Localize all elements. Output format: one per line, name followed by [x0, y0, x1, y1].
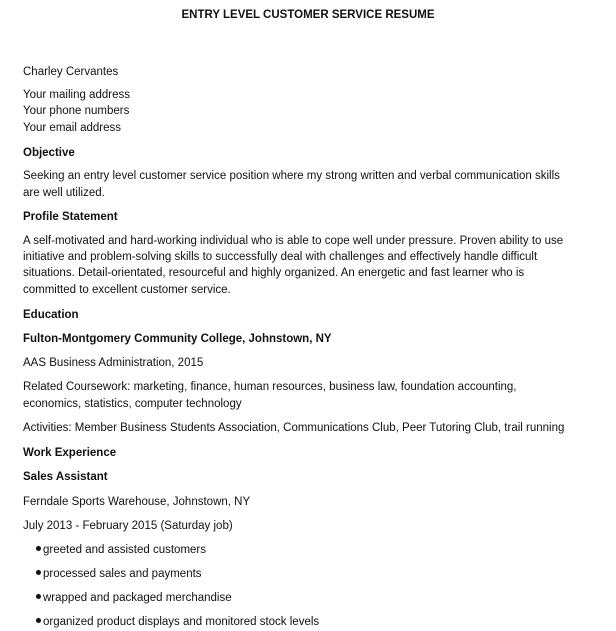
bullet-icon: [36, 546, 41, 551]
duty-list-item: [36, 567, 202, 581]
duty-text: organized product displays and monitored stock levels: [43, 616, 320, 628]
bullet-icon: [36, 594, 41, 599]
work-heading: Work Experience: [23, 447, 117, 459]
objective-heading: Objective: [23, 147, 75, 159]
profile-text-line: committed to excellent customer service.: [23, 284, 231, 296]
duty-list-item: [36, 591, 232, 605]
objective-text-line: Seeking an entry level customer service position where my strong written and verbal communication skills: [23, 170, 560, 182]
profile-heading: Profile Statement: [23, 211, 118, 223]
education-coursework-line: Related Coursework: marketing, finance, human resources, business law, foundation accounting,: [23, 381, 517, 393]
work-employer: Ferndale Sports Warehouse, Johnstown, NY: [23, 496, 251, 508]
objective-text-line: are well utilized.: [23, 187, 105, 199]
education-school: Fulton-Montgomery Community College, Johnstown, NY: [23, 333, 332, 345]
education-coursework-line: economics, statistics, computer technology: [23, 398, 242, 410]
contact-email: Your email address: [23, 122, 122, 134]
contact-phone: Your phone numbers: [23, 105, 130, 117]
contact-name: Charley Cervantes: [23, 66, 119, 78]
work-job-title: Sales Assistant: [23, 471, 108, 483]
bullet-icon: [36, 570, 41, 575]
education-heading: Education: [23, 309, 79, 321]
duty-list-item: [36, 543, 206, 557]
profile-text-line: situations. Detail-orientated, resourceful and highly organized. An energetic and fast learner who is: [23, 267, 525, 279]
education-degree: AAS Business Administration, 2015: [23, 357, 204, 369]
duty-list-item: [36, 615, 319, 629]
profile-text-line: initiative and problem-solving skills to successfully deal with challenges and effectively handle difficult: [23, 251, 538, 263]
work-dates: July 2013 - February 2015 (Saturday job): [23, 520, 233, 532]
education-activities: Activities: Member Business Students Association, Communications Club, Peer Tutoring Club, trail running: [23, 422, 565, 434]
contact-mailing: Your mailing address: [23, 89, 130, 101]
profile-text-line: A self-motivated and hard-working individual who is able to cope well under pressure. Proven ability to use: [23, 235, 564, 247]
duty-text: wrapped and packaged merchandise: [43, 592, 232, 604]
bullet-icon: [36, 618, 41, 623]
document-title: ENTRY LEVEL CUSTOMER SERVICE RESUME: [181, 9, 435, 21]
duty-text: greeted and assisted customers: [43, 544, 207, 556]
duty-text: processed sales and payments: [43, 568, 202, 580]
